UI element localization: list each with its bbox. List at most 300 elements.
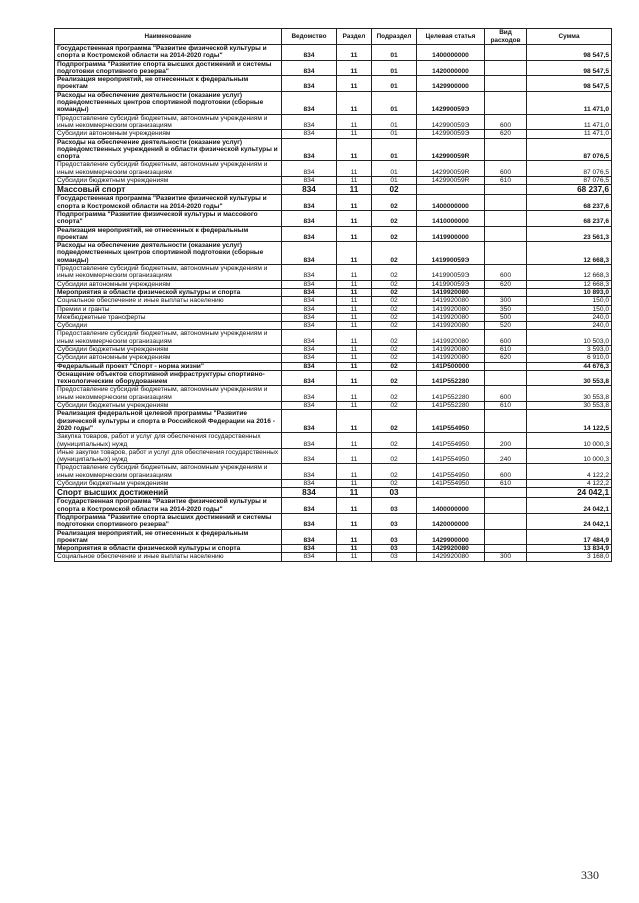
cell-amount: 98 547,5: [527, 76, 612, 92]
cell-expense-type: 610: [485, 345, 527, 353]
cell-section: 11: [337, 76, 372, 92]
cell-name: Оснащение объектов спортивной инфраструктуры спортивно-технологическим оборудованием: [55, 370, 282, 386]
header-department: Ведомство: [282, 29, 337, 45]
cell-expense-type: [485, 288, 527, 296]
cell-subsection: 01: [372, 177, 417, 185]
cell-department: 834: [282, 386, 337, 402]
cell-expense-type: 600: [485, 114, 527, 130]
table-row: [55, 386, 612, 402]
cell-section: 11: [337, 545, 372, 553]
cell-expense-type: 300: [485, 297, 527, 305]
cell-amount: 30 553,8: [527, 370, 612, 386]
cell-section: 11: [337, 177, 372, 185]
cell-target-article: 1419920080: [417, 313, 485, 321]
cell-name: Субсидии автономным учреждениям: [55, 354, 282, 362]
cell-target-article: 141P552280: [417, 370, 485, 386]
cell-amount: 240,0: [527, 322, 612, 330]
table-row: [55, 280, 612, 288]
cell-amount: 10 000,3: [527, 433, 612, 449]
budget-table: [54, 28, 612, 562]
table-row: [55, 480, 612, 488]
cell-section: 11: [337, 195, 372, 211]
cell-department: 834: [282, 305, 337, 313]
cell-expense-type: 600: [485, 161, 527, 177]
cell-amount: 12 668,3: [527, 280, 612, 288]
cell-expense-type: 240: [485, 448, 527, 464]
cell-expense-type: [485, 362, 527, 370]
cell-target-article: 141P554950: [417, 433, 485, 449]
cell-amount: 240,0: [527, 313, 612, 321]
cell-subsection: 02: [372, 242, 417, 265]
cell-subsection: 01: [372, 45, 417, 61]
cell-amount: 10 000,3: [527, 448, 612, 464]
cell-section: 11: [337, 130, 372, 138]
table-row: [55, 76, 612, 92]
cell-department: 834: [282, 345, 337, 353]
cell-section: 11: [337, 210, 372, 226]
cell-target-article: 141P552280: [417, 386, 485, 402]
cell-target-article: 1419920080: [417, 305, 485, 313]
table-row: [55, 433, 612, 449]
cell-target-article: 141990059Э: [417, 280, 485, 288]
cell-amount: 12 668,3: [527, 265, 612, 281]
cell-subsection: 03: [372, 488, 417, 498]
cell-department: 834: [282, 91, 337, 114]
cell-name: Реализация федеральной целевой программы "Развитие физической культуры и спорта в Российской Федерации на 2016 - 2020 годы": [55, 410, 282, 433]
cell-subsection: 02: [372, 280, 417, 288]
cell-amount: 14 122,5: [527, 410, 612, 433]
cell-expense-type: [485, 195, 527, 211]
cell-amount: 4 122,2: [527, 480, 612, 488]
cell-section: 11: [337, 370, 372, 386]
cell-section: 11: [337, 297, 372, 305]
cell-expense-type: 610: [485, 177, 527, 185]
table-row: [55, 545, 612, 553]
cell-department: 834: [282, 322, 337, 330]
table-body: [55, 45, 612, 562]
table-row: [55, 305, 612, 313]
cell-target-article: 1429920080: [417, 553, 485, 561]
table-row: [55, 354, 612, 362]
cell-amount: 11 471,0: [527, 114, 612, 130]
cell-target-article: 141P554950: [417, 480, 485, 488]
cell-name: Субсидии: [55, 322, 282, 330]
cell-expense-type: [485, 498, 527, 514]
cell-name: Подпрограмма "Развитие спорта высших достижений и системы подготовки спортивного резерва": [55, 60, 282, 76]
cell-department: 834: [282, 433, 337, 449]
cell-expense-type: [485, 545, 527, 553]
header-row: [55, 29, 612, 45]
cell-name: Мероприятия в области физической культуры и спорта: [55, 288, 282, 296]
cell-amount: 87 076,5: [527, 161, 612, 177]
cell-target-article: 1400000000: [417, 195, 485, 211]
cell-department: 834: [282, 161, 337, 177]
cell-section: 11: [337, 498, 372, 514]
cell-subsection: 02: [372, 313, 417, 321]
table-row: [55, 91, 612, 114]
cell-name: Межбюджетные трансферты: [55, 313, 282, 321]
cell-department: 834: [282, 265, 337, 281]
cell-name: Государственная программа "Развитие физической культуры и спорта в Костромской области на 2014-2020 годы": [55, 498, 282, 514]
cell-department: 834: [282, 138, 337, 161]
table-row: [55, 60, 612, 76]
cell-department: 834: [282, 330, 337, 346]
cell-target-article: 141990059Э: [417, 242, 485, 265]
cell-section: 11: [337, 226, 372, 242]
cell-name: Закупка товаров, работ и услуг для обеспечения государственных (муниципальных) нужд: [55, 433, 282, 449]
cell-amount: 24 042,1: [527, 513, 612, 529]
cell-expense-type: 620: [485, 130, 527, 138]
header-section: Раздел: [337, 29, 372, 45]
table-row: [55, 370, 612, 386]
cell-section: 11: [337, 553, 372, 561]
cell-amount: 17 484,9: [527, 529, 612, 545]
cell-subsection: 01: [372, 60, 417, 76]
cell-subsection: 02: [372, 370, 417, 386]
table-row: [55, 464, 612, 480]
cell-subsection: 02: [372, 226, 417, 242]
cell-target-article: 1400000000: [417, 498, 485, 514]
table-row: [55, 529, 612, 545]
cell-expense-type: 300: [485, 553, 527, 561]
cell-section: 11: [337, 280, 372, 288]
cell-name: Социальное обеспечение и иные выплаты населению: [55, 553, 282, 561]
cell-section: 11: [337, 45, 372, 61]
cell-department: 834: [282, 226, 337, 242]
table-row: [55, 402, 612, 410]
cell-amount: 150,0: [527, 305, 612, 313]
cell-section: 11: [337, 402, 372, 410]
table-row: [55, 195, 612, 211]
cell-subsection: 02: [372, 185, 417, 195]
cell-expense-type: [485, 242, 527, 265]
table-row: [55, 45, 612, 61]
cell-department: 834: [282, 60, 337, 76]
cell-subsection: 01: [372, 91, 417, 114]
cell-target-article: 142990059R: [417, 177, 485, 185]
cell-subsection: 02: [372, 464, 417, 480]
cell-target-article: 141P554950: [417, 464, 485, 480]
cell-amount: 24 042,1: [527, 488, 612, 498]
cell-expense-type: 600: [485, 265, 527, 281]
cell-target-article: 1429900000: [417, 529, 485, 545]
cell-department: 834: [282, 488, 337, 498]
cell-target-article: 142990059Э: [417, 114, 485, 130]
cell-department: 834: [282, 553, 337, 561]
cell-expense-type: 600: [485, 464, 527, 480]
table-row: [55, 448, 612, 464]
cell-amount: 6 910,0: [527, 354, 612, 362]
cell-name: Государственная программа "Развитие физической культуры и спорта в Костромской области на 2014-2020 годы": [55, 45, 282, 61]
cell-department: 834: [282, 464, 337, 480]
cell-target-article: 142990059Э: [417, 91, 485, 114]
cell-expense-type: [485, 488, 527, 498]
table-row: [55, 345, 612, 353]
cell-department: 834: [282, 177, 337, 185]
cell-name: Расходы на обеспечение деятельности (оказание услуг) подведомственных учреждений в области физической культуры и спорта: [55, 138, 282, 161]
cell-amount: 12 668,3: [527, 242, 612, 265]
cell-expense-type: [485, 185, 527, 195]
cell-department: 834: [282, 130, 337, 138]
cell-subsection: 01: [372, 161, 417, 177]
cell-subsection: 02: [372, 288, 417, 296]
cell-expense-type: 620: [485, 354, 527, 362]
cell-section: 11: [337, 60, 372, 76]
cell-section: 11: [337, 305, 372, 313]
cell-target-article: 141P554950: [417, 448, 485, 464]
cell-target-article: 1400000000: [417, 45, 485, 61]
cell-subsection: 02: [372, 433, 417, 449]
cell-subsection: 01: [372, 130, 417, 138]
cell-target-article: 1429920080: [417, 545, 485, 553]
header-expense-type: Вид расходов: [485, 29, 527, 45]
cell-section: 11: [337, 114, 372, 130]
cell-section: 11: [337, 464, 372, 480]
cell-name: Реализация мероприятий, не отнесенных к федеральным проектам: [55, 76, 282, 92]
cell-department: 834: [282, 410, 337, 433]
budget-table-sheet: [54, 28, 611, 562]
cell-target-article: 141P500000: [417, 362, 485, 370]
cell-section: 11: [337, 480, 372, 488]
cell-target-article: 141P554950: [417, 410, 485, 433]
cell-amount: 11 471,0: [527, 91, 612, 114]
cell-section: 11: [337, 161, 372, 177]
cell-expense-type: [485, 76, 527, 92]
cell-department: 834: [282, 288, 337, 296]
cell-target-article: 1419920080: [417, 330, 485, 346]
table-row: [55, 330, 612, 346]
cell-section: 11: [337, 362, 372, 370]
cell-name: Субсидии бюджетным учреждениям: [55, 480, 282, 488]
cell-expense-type: [485, 513, 527, 529]
table-row: [55, 553, 612, 561]
cell-target-article: 1419920080: [417, 322, 485, 330]
cell-subsection: 02: [372, 322, 417, 330]
table-row: [55, 161, 612, 177]
cell-subsection: 02: [372, 265, 417, 281]
cell-section: 11: [337, 288, 372, 296]
cell-department: 834: [282, 210, 337, 226]
cell-subsection: 02: [372, 330, 417, 346]
cell-subsection: 01: [372, 138, 417, 161]
cell-expense-type: [485, 138, 527, 161]
cell-section: 11: [337, 488, 372, 498]
cell-expense-type: [485, 91, 527, 114]
cell-section: 11: [337, 265, 372, 281]
cell-amount: 87 076,5: [527, 138, 612, 161]
cell-expense-type: 620: [485, 280, 527, 288]
cell-target-article: 142990059Э: [417, 130, 485, 138]
cell-name: Подпрограмма "Развитие физической культуры и массового спорта": [55, 210, 282, 226]
cell-department: 834: [282, 185, 337, 195]
cell-section: 11: [337, 345, 372, 353]
cell-target-article: 141P552280: [417, 402, 485, 410]
cell-name: Премии и гранты: [55, 305, 282, 313]
cell-subsection: 01: [372, 76, 417, 92]
header-amount: Сумма: [527, 29, 612, 45]
table-row: [55, 488, 612, 498]
cell-department: 834: [282, 242, 337, 265]
cell-name: Реализация мероприятий, не отнесенных к федеральным проектам: [55, 529, 282, 545]
cell-subsection: 02: [372, 386, 417, 402]
cell-name: Предоставление субсидий бюджетным, автономным учреждениям и иным некоммерческим организациям: [55, 114, 282, 130]
cell-expense-type: [485, 226, 527, 242]
cell-name: Предоставление субсидий бюджетным, автономным учреждениям и иным некоммерческим организациям: [55, 386, 282, 402]
cell-expense-type: 500: [485, 313, 527, 321]
cell-expense-type: [485, 370, 527, 386]
cell-amount: 10 503,0: [527, 330, 612, 346]
cell-name: Предоставление субсидий бюджетным, автономным учреждениям и иным некоммерческим организациям: [55, 330, 282, 346]
cell-target-article: [417, 185, 485, 195]
cell-amount: 11 471,0: [527, 130, 612, 138]
cell-subsection: 02: [372, 480, 417, 488]
cell-amount: 3 593,0: [527, 345, 612, 353]
cell-department: 834: [282, 370, 337, 386]
cell-department: 834: [282, 448, 337, 464]
cell-department: 834: [282, 513, 337, 529]
cell-target-article: 142990059R: [417, 161, 485, 177]
cell-target-article: 1420000000: [417, 513, 485, 529]
cell-expense-type: 610: [485, 402, 527, 410]
cell-department: 834: [282, 498, 337, 514]
cell-name: Субсидии бюджетным учреждениям: [55, 402, 282, 410]
cell-section: 11: [337, 354, 372, 362]
cell-section: 11: [337, 529, 372, 545]
cell-amount: 4 122,2: [527, 464, 612, 480]
cell-expense-type: [485, 45, 527, 61]
table-row: [55, 226, 612, 242]
table-row: [55, 114, 612, 130]
header-subsection: Подраздел: [372, 29, 417, 45]
cell-name: Государственная программа "Развитие физической культуры и спорта в Костромской области на 2014-2020 годы": [55, 195, 282, 211]
cell-section: 11: [337, 185, 372, 195]
cell-subsection: 02: [372, 354, 417, 362]
cell-name: Субсидии бюджетным учреждениям: [55, 177, 282, 185]
cell-department: 834: [282, 313, 337, 321]
cell-subsection: 03: [372, 498, 417, 514]
cell-name: Социальное обеспечение и иные выплаты населению: [55, 297, 282, 305]
cell-expense-type: [485, 210, 527, 226]
header-name: Наименование: [55, 29, 282, 45]
cell-name: Мероприятия в области физической культуры и спорта: [55, 545, 282, 553]
cell-expense-type: [485, 529, 527, 545]
cell-section: 11: [337, 386, 372, 402]
cell-subsection: 02: [372, 402, 417, 410]
table-row: [55, 210, 612, 226]
cell-amount: 87 076,5: [527, 177, 612, 185]
cell-expense-type: 610: [485, 480, 527, 488]
table-row: [55, 242, 612, 265]
cell-name: Субсидии бюджетным учреждениям: [55, 345, 282, 353]
cell-department: 834: [282, 545, 337, 553]
cell-expense-type: 350: [485, 305, 527, 313]
cell-expense-type: 520: [485, 322, 527, 330]
cell-amount: 68 237,6: [527, 195, 612, 211]
table-row: [55, 313, 612, 321]
cell-name: Расходы на обеспечение деятельности (оказание услуг) подведомственных центров спортивной подготовки (сборные команды): [55, 91, 282, 114]
table-row: [55, 138, 612, 161]
table-row: [55, 288, 612, 296]
cell-name: Предоставление субсидий бюджетным, автономным учреждениям и иным некоммерческим организациям: [55, 161, 282, 177]
cell-expense-type: [485, 60, 527, 76]
cell-expense-type: [485, 410, 527, 433]
cell-target-article: 1410000000: [417, 210, 485, 226]
table-row: [55, 130, 612, 138]
cell-subsection: 03: [372, 545, 417, 553]
cell-subsection: 03: [372, 529, 417, 545]
cell-amount: 30 553,8: [527, 402, 612, 410]
cell-amount: 13 834,9: [527, 545, 612, 553]
cell-subsection: 03: [372, 513, 417, 529]
cell-department: 834: [282, 354, 337, 362]
table-row: [55, 410, 612, 433]
header-target-article: Целевая статья: [417, 29, 485, 45]
cell-amount: 30 553,8: [527, 386, 612, 402]
cell-section: 11: [337, 322, 372, 330]
cell-target-article: 1420000000: [417, 60, 485, 76]
cell-name: Расходы на обеспечение деятельности (оказание услуг) подведомственных центров спортивной подготовки (сборные команды): [55, 242, 282, 265]
cell-subsection: 02: [372, 345, 417, 353]
cell-expense-type: 200: [485, 433, 527, 449]
cell-name: Предоставление субсидий бюджетным, автономным учреждениям и иным некоммерческим организациям: [55, 265, 282, 281]
table-row: [55, 322, 612, 330]
cell-amount: 68 237,6: [527, 185, 612, 195]
cell-subsection: 02: [372, 195, 417, 211]
cell-amount: 3 168,0: [527, 553, 612, 561]
cell-subsection: 02: [372, 362, 417, 370]
cell-subsection: 02: [372, 297, 417, 305]
cell-department: 834: [282, 280, 337, 288]
page-number: 330: [581, 868, 599, 882]
cell-subsection: 02: [372, 410, 417, 433]
cell-department: 834: [282, 76, 337, 92]
cell-target-article: 1419920080: [417, 345, 485, 353]
cell-name: Массовый спорт: [55, 185, 282, 195]
table-row: [55, 265, 612, 281]
cell-department: 834: [282, 195, 337, 211]
cell-amount: 44 676,3: [527, 362, 612, 370]
cell-target-article: 1419920080: [417, 297, 485, 305]
cell-amount: 150,0: [527, 297, 612, 305]
cell-subsection: 03: [372, 553, 417, 561]
cell-target-article: 1419900000: [417, 226, 485, 242]
cell-subsection: 02: [372, 448, 417, 464]
table-row: [55, 297, 612, 305]
cell-expense-type: 600: [485, 330, 527, 346]
cell-subsection: 02: [372, 305, 417, 313]
table-row: [55, 498, 612, 514]
cell-target-article: [417, 488, 485, 498]
cell-amount: 24 042,1: [527, 498, 612, 514]
cell-name: Реализация мероприятий, не отнесенных к федеральным проектам: [55, 226, 282, 242]
cell-amount: 23 561,3: [527, 226, 612, 242]
cell-section: 11: [337, 330, 372, 346]
cell-target-article: 1419920080: [417, 354, 485, 362]
table-row: [55, 185, 612, 195]
cell-section: 11: [337, 313, 372, 321]
cell-name: Федеральный проект "Спорт - норма жизни": [55, 362, 282, 370]
cell-amount: 98 547,5: [527, 60, 612, 76]
cell-target-article: 142990059R: [417, 138, 485, 161]
cell-department: 834: [282, 45, 337, 61]
table-header: [55, 29, 612, 45]
cell-department: 834: [282, 297, 337, 305]
cell-expense-type: 600: [485, 386, 527, 402]
cell-name: Субсидии автономным учреждениям: [55, 280, 282, 288]
cell-section: 11: [337, 448, 372, 464]
cell-amount: 98 547,5: [527, 45, 612, 61]
cell-amount: 68 237,6: [527, 210, 612, 226]
